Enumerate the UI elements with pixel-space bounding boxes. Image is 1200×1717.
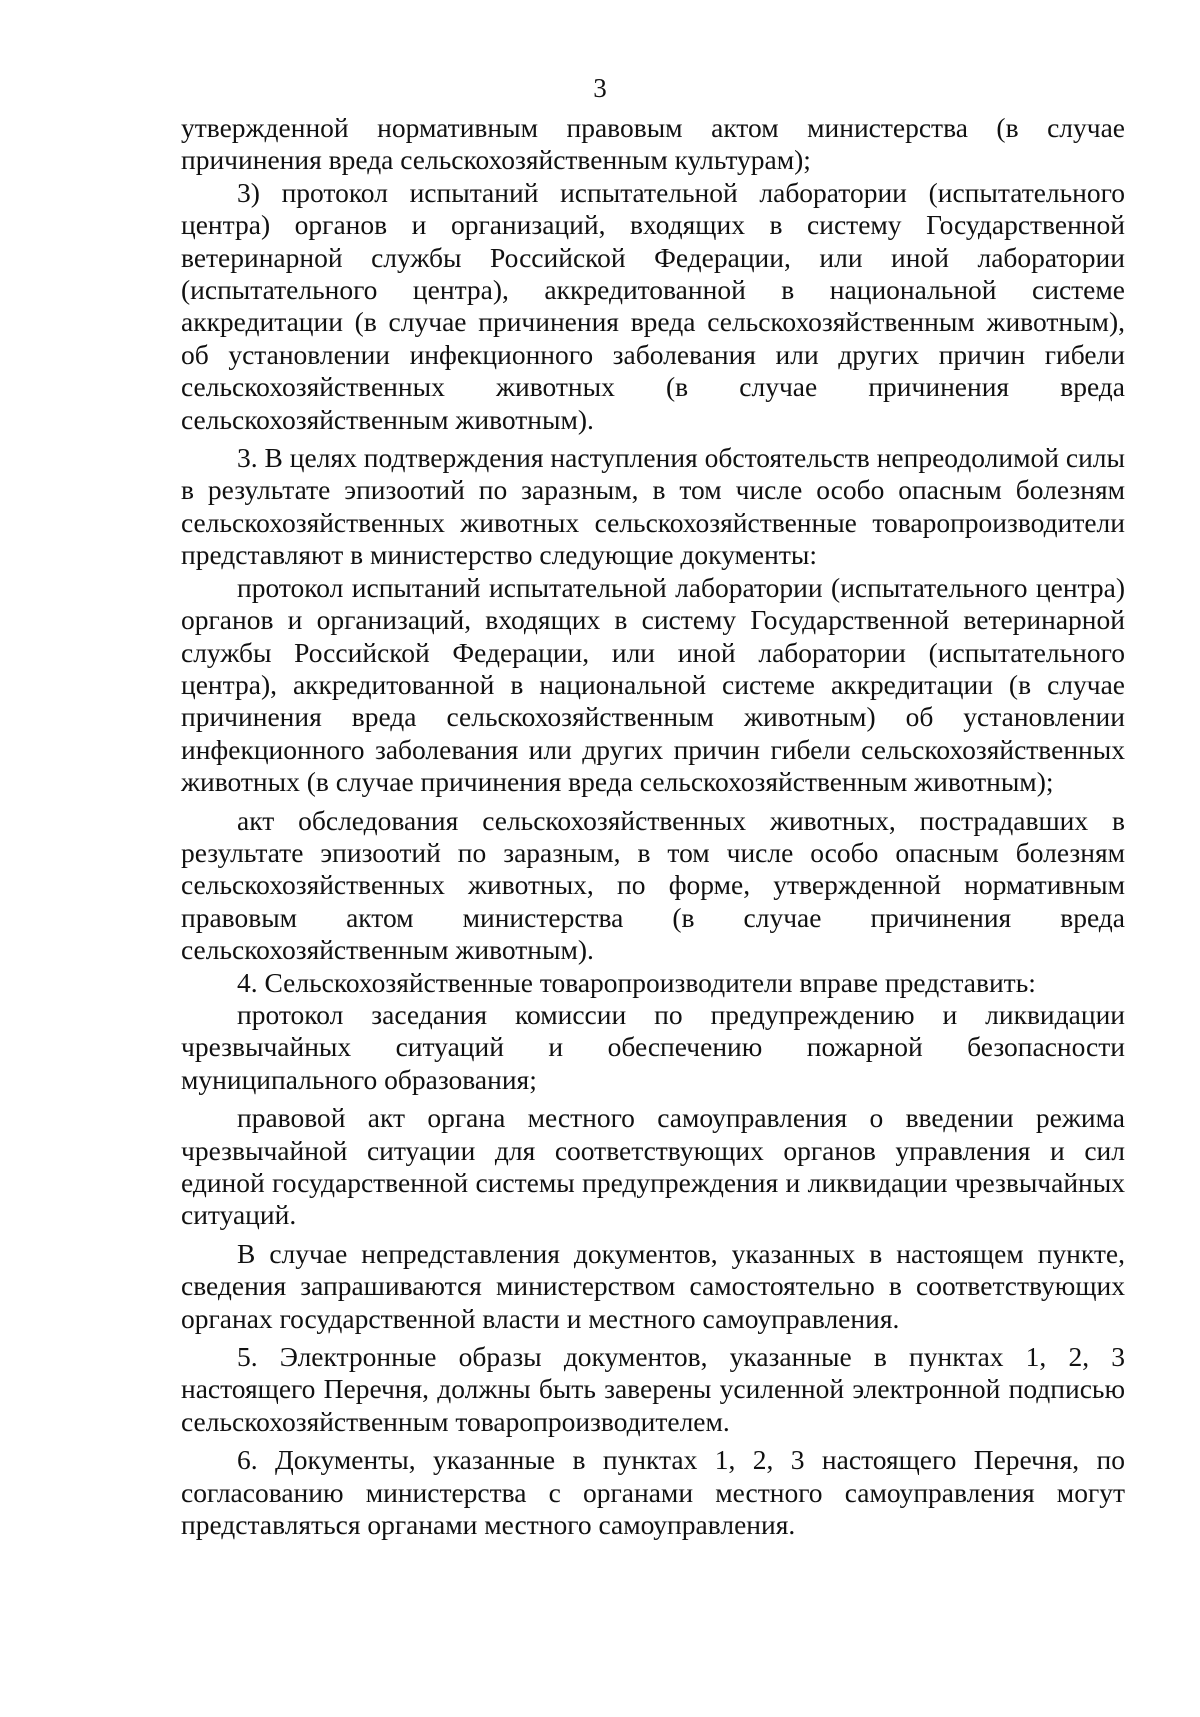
paragraph-commission-protocol: протокол заседания комиссии по предупреждению и ликвидации чрезвычайных ситуаций и обеспечению пожарной безопасности муниципального образования; — [181, 998, 1125, 1095]
paragraph-point-4: 4. Сельскохозяйственные товаропроизводители вправе представить: — [237, 966, 1036, 998]
paragraph-point-5: 5. Электронные образы документов, указанные в пунктах 1, 2, 3 настоящего Перечня, должны быть заверены усиленной электронной подписью сельскохозяйственным товаропроизводителем. — [181, 1341, 1125, 1437]
page-number: 3 — [593, 73, 607, 103]
document-body — [181, 112, 1125, 1541]
paragraph-test-protocol: протокол испытаний испытательной лаборатории (испытательного центра) органов и организаций, входящих в систему Государственной ветеринарной службы Российской Федерации, или иной лаборатории (испытательного центра), аккредитованной в национальной системе аккредитации (в случае причинения вреда сельскохозяйственным животным) об установлении инфекционного заболевания или других причин гибели сельскохозяйственных животных (в случае причинения вреда сельскохозяйственным животным); — [181, 571, 1125, 798]
paragraph-point-3: 3. В целях подтверждения наступления обстоятельств непреодолимой силы в результате эпизоотий по заразным, в том числе особо опасным болезням сельскохозяйственных животных сельскохозяйственные товаропроизводители представляют в министерство следующие документы: — [181, 442, 1125, 571]
paragraph-inspection-act: акт обследования сельскохозяйственных животных, пострадавших в результате эпизоотий по заразным, в том числе особо опасным болезням сельскохозяйственных животных, по форме, утвержденной нормативным правовым актом министерства (в случае причинения вреда сельскохозяйственным животным). — [181, 804, 1125, 966]
paragraph-non-submission: В случае непредставления документов, указанных в настоящем пункте, сведения запрашиваются министерством самостоятельно в соответствующих органах государственной власти и местного самоуправления. — [181, 1237, 1125, 1334]
paragraph-point-6: 6. Документы, указанные в пунктах 1, 2, 3 настоящего Перечня, по согласованию министерства с органами местного самоуправления могут представляться органами местного самоуправления. — [181, 1444, 1125, 1541]
paragraph-continuation: утвержденной нормативным правовым актом министерства (в случае причинения вреда сельскохозяйственным культурам); — [181, 112, 1125, 176]
paragraph-legal-act: правовой акт органа местного самоуправления о введении режима чрезвычайной ситуации для соответствующих органов управления и сил единой государственной системы предупреждения и ликвидации чрезвычайных ситуаций. — [181, 1102, 1125, 1231]
paragraph-item-3-protocol: 3) протокол испытаний испытательной лаборатории (испытательного центра) органов и организаций, входящих в систему Государственной ветеринарной службы Российской Федерации, или иной лаборатории (испытательного центра), аккредитованной в национальной системе аккредитации (в случае причинения вреда сельскохозяйственным животным), об установлении инфекционного заболевания или других причин гибели сельскохозяйственных животных (в случае причинения вреда сельскохозяйственным животным). — [181, 176, 1125, 435]
